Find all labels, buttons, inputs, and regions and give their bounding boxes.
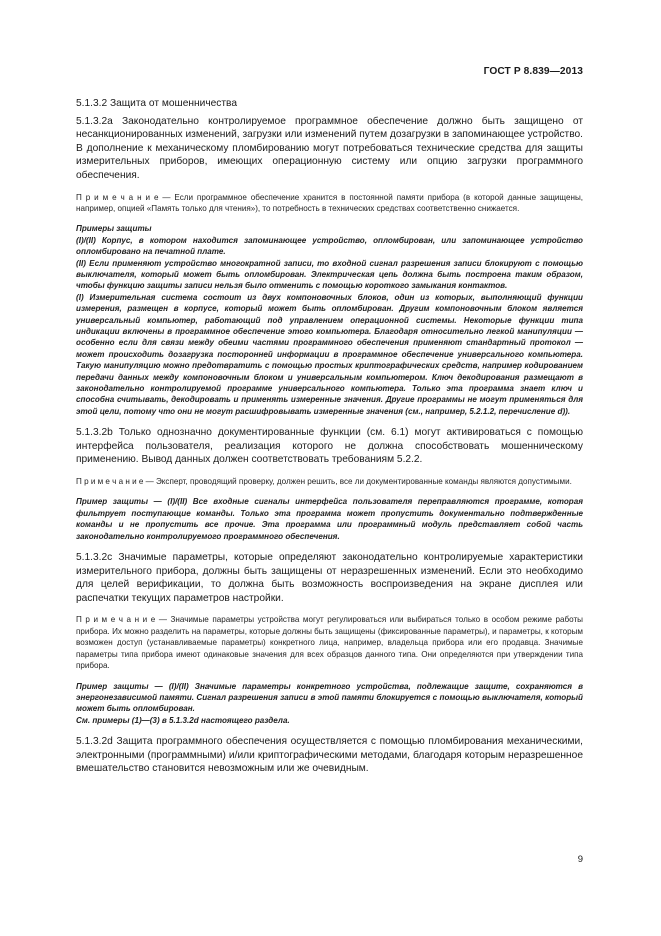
note-text: — Если программное обеспечение хранится в постоянной памяти прибора (в которой данные защищены, например, опцией «Память только для чтения»), то потребность в технических средствах соответственно снижается. xyxy=(76,192,584,213)
example-5: Пример защиты — (I)/(II) Значимые параметры конкретного устройства, подлежащие защите, сохраняются в энергонезависимой памяти. Сигнал разрешения записи в этой памяти блокируется с помощью выключателя, который может быть опломбирован. xyxy=(76,681,583,714)
paragraph-5132d: 5.1.3.2d Защита программного обеспечения осуществляется с помощью пломбирования механическими, электронными (программными) и/или криптографическими методами, благодаря которым неразрешенное вмешательство становится невозможным или же очевидным. xyxy=(76,736,583,775)
examples-title: Примеры защиты xyxy=(76,224,152,234)
example-2: (II) Если применяют устройство многократной записи, то входной сигнал разрешения записи блокируют с помощью выключателя, который может быть опломбирован. Электрическая цепь должна быть построена таким образом, чтобы функцию защиты записи нельзя было отменить с помощью короткого замыкания контактов. xyxy=(76,258,583,291)
note-3 xyxy=(76,614,583,671)
note-2 xyxy=(76,476,583,487)
note-text: — Значимые параметры устройства могут регулироваться или выбираться только в особом режиме работы прибора. Их можно разделить на параметры, которые должны быть защищены (фиксированные параметры), и параметры, к которым возможен доступ (устанавливаемые параметры) конкретного лица, например, владельца прибора или его продавца. Значимые параметры типа прибора имеют одинаковые значения для всех образцов данного типа. Они определяются при утверждении типа прибора. xyxy=(76,615,583,671)
paragraph-5132b: 5.1.3.2b Только однозначно документированные функции (см. 6.1) могут активироваться с помощью интерфейса пользователя, реализация которого не должна способствовать мошенническому применению. Вывод данных должен соответствовать требованиям 5.2.2. xyxy=(76,427,583,466)
example-1: (I)/(II) Корпус, в котором находится запоминающее устройство, опломбирован, или запоминающее устройство опломбировано на печатной плате. xyxy=(76,235,583,257)
page-body xyxy=(76,97,583,776)
note-1 xyxy=(76,192,583,215)
document-code: ГОСТ Р 8.839—2013 xyxy=(483,66,583,77)
example-6: См. примеры (1)—(3) в 5.1.3.2d настоящего раздела. xyxy=(76,715,290,725)
page-number: 9 xyxy=(577,854,583,865)
note-label: П р и м е ч а н и е xyxy=(76,477,144,487)
example-3: (I) Измерительная система состоит из двух компоновочных блоков, один из которых, выполняющий функции измерения, размещен в корпусе, который может быть опломбирован. Другим компоновочным блоком является универсальный компьютер, работающий под управлением операционной системы. Некоторые функции типа индикации включены в программное обеспечение этого компьютера. Благодаря относительно легкой манипуляции — особенно если для связи между обеими частями программного обеспечения применяют стандартный протокол — может происходить дозагрузка посторонней информации в программное обеспечение универсального компьютера. Такую манипуляцию можно предотвратить с помощью простых криптографических средств, например кодированием передачи данных между компоновочным блоком и универсальным компьютером. Ключ декодирования размещают в законодательно контролируемой программе универсального компьютера. Только эта программа знает ключ и способна считывать, декодировать и применять измеренные значения. Другие программы не могут применяться для этой цели, потому что они не могут расшифровывать измеренные значения (см., например, 5.2.1.2, перечисление d)). xyxy=(76,292,583,416)
note-label: П р и м е ч а н и е xyxy=(76,192,159,202)
section-heading: 5.1.3.2 Защита от мошенничества xyxy=(76,98,238,109)
note-label: П р и м е ч а н и е xyxy=(76,615,156,625)
paragraph-5132a: 5.1.3.2a Законодательно контролируемое программное обеспечение должно быть защищено от несанкционированных изменений, загрузки или изменений путем дозагрузки в запоминающее устройство. В дополнение к механическому пломбированию могут потребоваться технические средства для защиты измерительных приборов, имеющих операционную систему или опцию загрузки программного обеспечения. xyxy=(76,115,583,181)
note-text: — Эксперт, проводящий проверку, должен решить, все ли документированные команды являются допустимыми. xyxy=(145,477,572,487)
example-4: Пример защиты — (I)/(II) Все входные сигналы интерфейса пользователя переправляются программе, которая фильтрует поступающие команды. Только эта программа может пропустить документально подтвержденные команды и не пропустить все прочие. Эта программа или программный модуль представляет собой часть законодательно контролируемого программного обеспечения. xyxy=(76,497,583,541)
paragraph-5132c: 5.1.3.2c Значимые параметры, которые определяют законодательно контролируемые характеристики измерительного прибора, должны быть защищены от неразрешенных изменений. Если это необходимо для целей верификации, то должна быть возможность воспроизведения на экране дисплея или распечатки текущих параметров настройки. xyxy=(76,552,583,604)
